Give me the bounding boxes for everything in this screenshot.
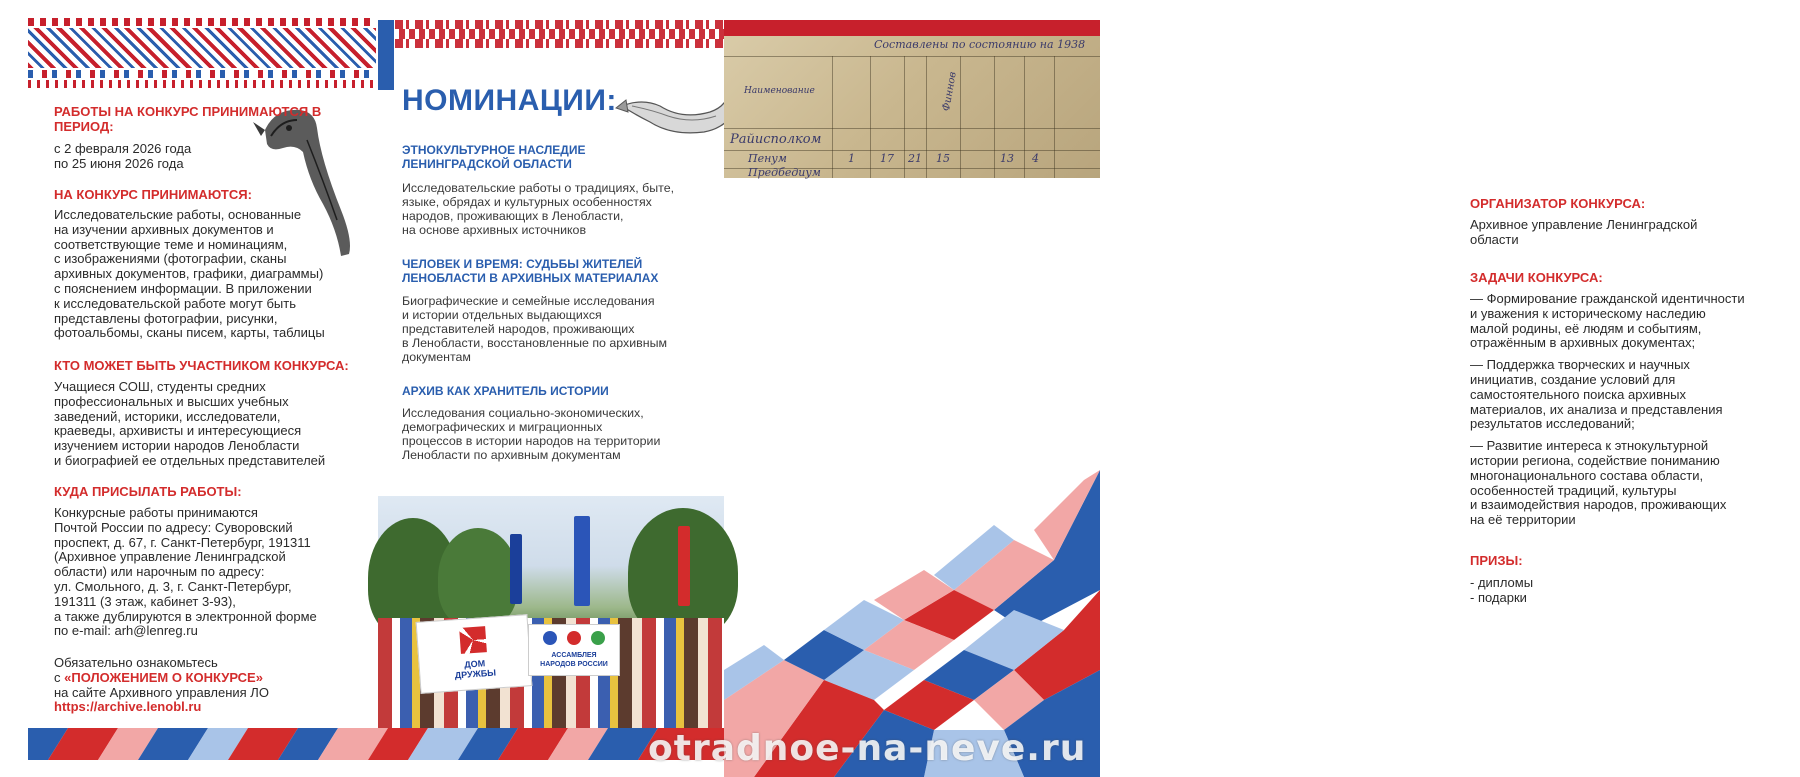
watermark: otradnoe-na-neve.ru bbox=[648, 728, 1087, 769]
text-line: народов, проживающих в Ленобласти, bbox=[402, 209, 624, 223]
banner-left-text bbox=[419, 655, 530, 683]
text-line: ул. Смольного, д. 3, г. Санкт-Петербург, bbox=[54, 578, 292, 594]
archive-handwriting: Составлены по состоянию на 1938 bbox=[874, 38, 1086, 51]
text-line: материалов, их анализа и представления bbox=[1470, 401, 1723, 417]
text-line: Исследовательские работы о традициях, быте, bbox=[402, 181, 675, 195]
heading-line: АРХИВ КАК ХРАНИТЕЛЬ ИСТОРИИ bbox=[402, 384, 609, 398]
heading-line: ЛЕНИНГРАДСКОЙ ОБЛАСТИ bbox=[402, 157, 572, 171]
text-line: процессов в истории народов на территории bbox=[402, 434, 661, 448]
tasks-heading: ЗАДАЧИ КОНКУРСА: bbox=[1470, 270, 1603, 285]
flag bbox=[678, 526, 690, 606]
archive-figure: 4 bbox=[1032, 152, 1039, 165]
archive-handwriting: Наименование bbox=[744, 86, 815, 96]
banner-right-text bbox=[529, 651, 619, 669]
nomination-2-text bbox=[402, 294, 720, 364]
banner-line: НАРОДОВ РОССИИ bbox=[540, 661, 608, 668]
assembly-logo-red-icon bbox=[567, 631, 581, 645]
organizer-heading: ОРГАНИЗАТОР КОНКУРСА: bbox=[1470, 196, 1646, 211]
text-line: фотоальбомы, сканы писем, карты, таблицы bbox=[54, 325, 325, 341]
text-line: профессиональных и высших учебных bbox=[54, 393, 289, 409]
accepted-heading: НА КОНКУРС ПРИНИМАЮТСЯ: bbox=[54, 187, 252, 202]
text-line: и взаимодействия народов, проживающих bbox=[1470, 497, 1727, 513]
text-line: в Ленобласти, восстановленные по архивным bbox=[402, 336, 668, 350]
prizes-list bbox=[1470, 576, 1800, 606]
heading-line: ЧЕЛОВЕК И ВРЕМЯ: СУДЬБЫ ЖИТЕЛЕЙ bbox=[402, 257, 643, 271]
text-line: малой родины, её людям и событиям, bbox=[1470, 320, 1702, 336]
text-line: демографических и миграционных bbox=[402, 420, 603, 434]
task-item bbox=[1470, 439, 1800, 528]
text-line: области) или нарочным по адресу: bbox=[54, 564, 265, 580]
heading-line: ЭТНОКУЛЬТУРНОЕ НАСЛЕДИЕ bbox=[402, 143, 586, 157]
archive-handwriting: Райисполком bbox=[730, 132, 822, 147]
nomination-1-text bbox=[402, 181, 720, 237]
nomination-3-heading bbox=[402, 384, 720, 398]
text-line: и биографией ее отдельных представителей bbox=[54, 452, 326, 468]
flag bbox=[574, 516, 590, 606]
task-item bbox=[1470, 358, 1800, 432]
text-line: с пояснением информации. В приложении bbox=[54, 280, 312, 296]
text-line: области bbox=[1470, 231, 1519, 247]
task-item bbox=[1470, 292, 1800, 351]
text-line: — Формирование гражданской идентичности bbox=[1470, 291, 1745, 306]
text-line: представлены фотографии, рисунки, bbox=[54, 310, 278, 326]
text-line bbox=[54, 671, 364, 686]
nomination-2-heading bbox=[402, 257, 720, 285]
where-text bbox=[54, 506, 364, 639]
heading-line: ЛЕНОБЛАСТИ В АРХИВНЫХ МАТЕРИАЛАХ bbox=[402, 271, 659, 285]
where-heading: КУДА ПРИСЫЛАТЬ РАБОТЫ: bbox=[54, 484, 242, 499]
text-line: (Архивное управление Ленинградской bbox=[54, 549, 286, 565]
text-line: с изображениями (фотографии, сканы bbox=[54, 251, 287, 267]
text-line: особенностей традиций, культуры bbox=[1470, 482, 1677, 498]
banner-assembly bbox=[528, 624, 620, 676]
who-text bbox=[54, 380, 364, 469]
text-line: — Развитие интереса к этнокультурной bbox=[1470, 438, 1709, 454]
text-line: и уважения к историческому наследию bbox=[1470, 305, 1706, 321]
banner-line: ДОМ bbox=[463, 658, 486, 670]
text-line: изучением истории народов Ленобласти bbox=[54, 438, 300, 454]
archive-figure: 13 bbox=[1000, 152, 1014, 165]
text-line: представителей народов, проживающих bbox=[402, 322, 635, 336]
nomination-1-heading bbox=[402, 143, 720, 171]
archive-figure: 1 bbox=[848, 152, 855, 165]
text-line: Исследовательские работы, основанные bbox=[54, 207, 302, 222]
text-line: и истории отдельных выдающихся bbox=[402, 308, 602, 322]
tasks-list bbox=[1470, 292, 1800, 535]
flag bbox=[510, 534, 522, 604]
text-line: Исследования социально-экономических, bbox=[402, 406, 644, 420]
text-line: на её территории bbox=[1470, 512, 1576, 528]
text-line: результатов исследований; bbox=[1470, 416, 1635, 432]
text-line: заведений, историки, исследователи, bbox=[54, 408, 281, 424]
who-heading: КТО МОЖЕТ БЫТЬ УЧАСТНИКОМ КОНКУРСА: bbox=[54, 358, 349, 373]
archive-handwriting: Финнов bbox=[941, 70, 959, 113]
period-heading: РАБОТЫ НА КОНКУРС ПРИНИМАЮТСЯ В ПЕРИОД: bbox=[54, 104, 322, 134]
column-left bbox=[0, 0, 380, 777]
prize-item: - дипломы bbox=[1470, 575, 1534, 590]
group-photo bbox=[378, 496, 724, 728]
text-line: проспект, д. 67, г. Санкт-Петербург, 191311 bbox=[54, 534, 311, 550]
period-dates bbox=[54, 142, 364, 172]
text-line: архивных документов, графики, диаграммы) bbox=[54, 266, 324, 282]
accepted-text bbox=[54, 208, 364, 341]
text-line: самостоятельного поиска архивных bbox=[1470, 386, 1686, 402]
nomination-3-text bbox=[402, 406, 720, 462]
prize-item: - подарки bbox=[1470, 589, 1527, 605]
assembly-logo-blue-icon bbox=[543, 631, 557, 645]
archive-figure: 17 bbox=[880, 152, 894, 165]
text-line: соответствующие теме и номинациям, bbox=[54, 236, 288, 252]
text-line: на сайте Архивного управления ЛО bbox=[54, 684, 269, 700]
archive-handwriting: Пенум bbox=[748, 152, 787, 165]
archive-figure: 21 bbox=[908, 152, 922, 165]
text-line: на изучении архивных документов и bbox=[54, 221, 274, 237]
text-line: языке, обрядах и культурных особенностях bbox=[402, 195, 652, 209]
text-line: Ленобласти по архивным документам bbox=[402, 448, 621, 462]
text-line: по e-mail: arh@lenreg.ru bbox=[54, 623, 198, 639]
text-line: Архивное управление Ленинградской bbox=[1470, 217, 1698, 232]
text-line: а также дублируются в электронной форме bbox=[54, 608, 317, 624]
text-line: Учащиеся СОШ, студенты средних bbox=[54, 379, 266, 394]
text-line: инициатив, создание условий для bbox=[1470, 371, 1676, 387]
bottom-pattern-band bbox=[28, 728, 724, 760]
archive-handwriting: Предбедиум bbox=[748, 166, 821, 179]
assembly-logo-green-icon bbox=[591, 631, 605, 645]
banner-line: АССАМБЛЕЯ bbox=[551, 652, 597, 659]
archive-figure: 15 bbox=[936, 152, 950, 165]
period-start: с 2 февраля 2026 года bbox=[54, 141, 192, 156]
text-line: Обязательно ознакомьтесь bbox=[54, 655, 218, 670]
text-line: многонационального состава области, bbox=[1470, 467, 1704, 483]
regulation-note bbox=[54, 656, 364, 715]
text-line: 191311 (3 этаж, кабинет 3-93), bbox=[54, 593, 236, 609]
tree bbox=[438, 528, 518, 628]
text-line: документам bbox=[402, 350, 471, 364]
organizer-text bbox=[1470, 218, 1800, 248]
text-line: к исследовательской работе могут быть bbox=[54, 295, 297, 311]
period-end: по 25 июня 2026 года bbox=[54, 155, 184, 171]
text-line: Биографические и семейные исследования bbox=[402, 294, 655, 308]
text-line: истории региона, содействие пониманию bbox=[1470, 452, 1720, 468]
text-line: Почтой России по адресу: Суворовский bbox=[54, 519, 293, 535]
nominations-title: НОМИНАЦИИ: bbox=[402, 84, 617, 117]
regulation-link[interactable]: «ПОЛОЖЕНИЕМ О КОНКУРСЕ» bbox=[64, 669, 263, 685]
text-line: отражённым в архивных документах; bbox=[1470, 335, 1696, 351]
text-line: краеведы, архивисты и интересующиеся bbox=[54, 423, 302, 439]
banner-dom-druzhby bbox=[416, 614, 533, 694]
note-prefix: с bbox=[54, 669, 65, 685]
archive-url-link[interactable]: https://archive.lenobl.ru bbox=[54, 699, 202, 715]
banner-line: ДРУЖБЫ bbox=[454, 667, 497, 681]
text-line: Конкурсные работы принимаются bbox=[54, 505, 258, 520]
prizes-heading: ПРИЗЫ: bbox=[1470, 553, 1523, 568]
text-line: на основе архивных источников bbox=[402, 223, 587, 237]
text-line: — Поддержка творческих и научных bbox=[1470, 357, 1690, 373]
dom-druzhby-logo-icon bbox=[459, 626, 487, 654]
